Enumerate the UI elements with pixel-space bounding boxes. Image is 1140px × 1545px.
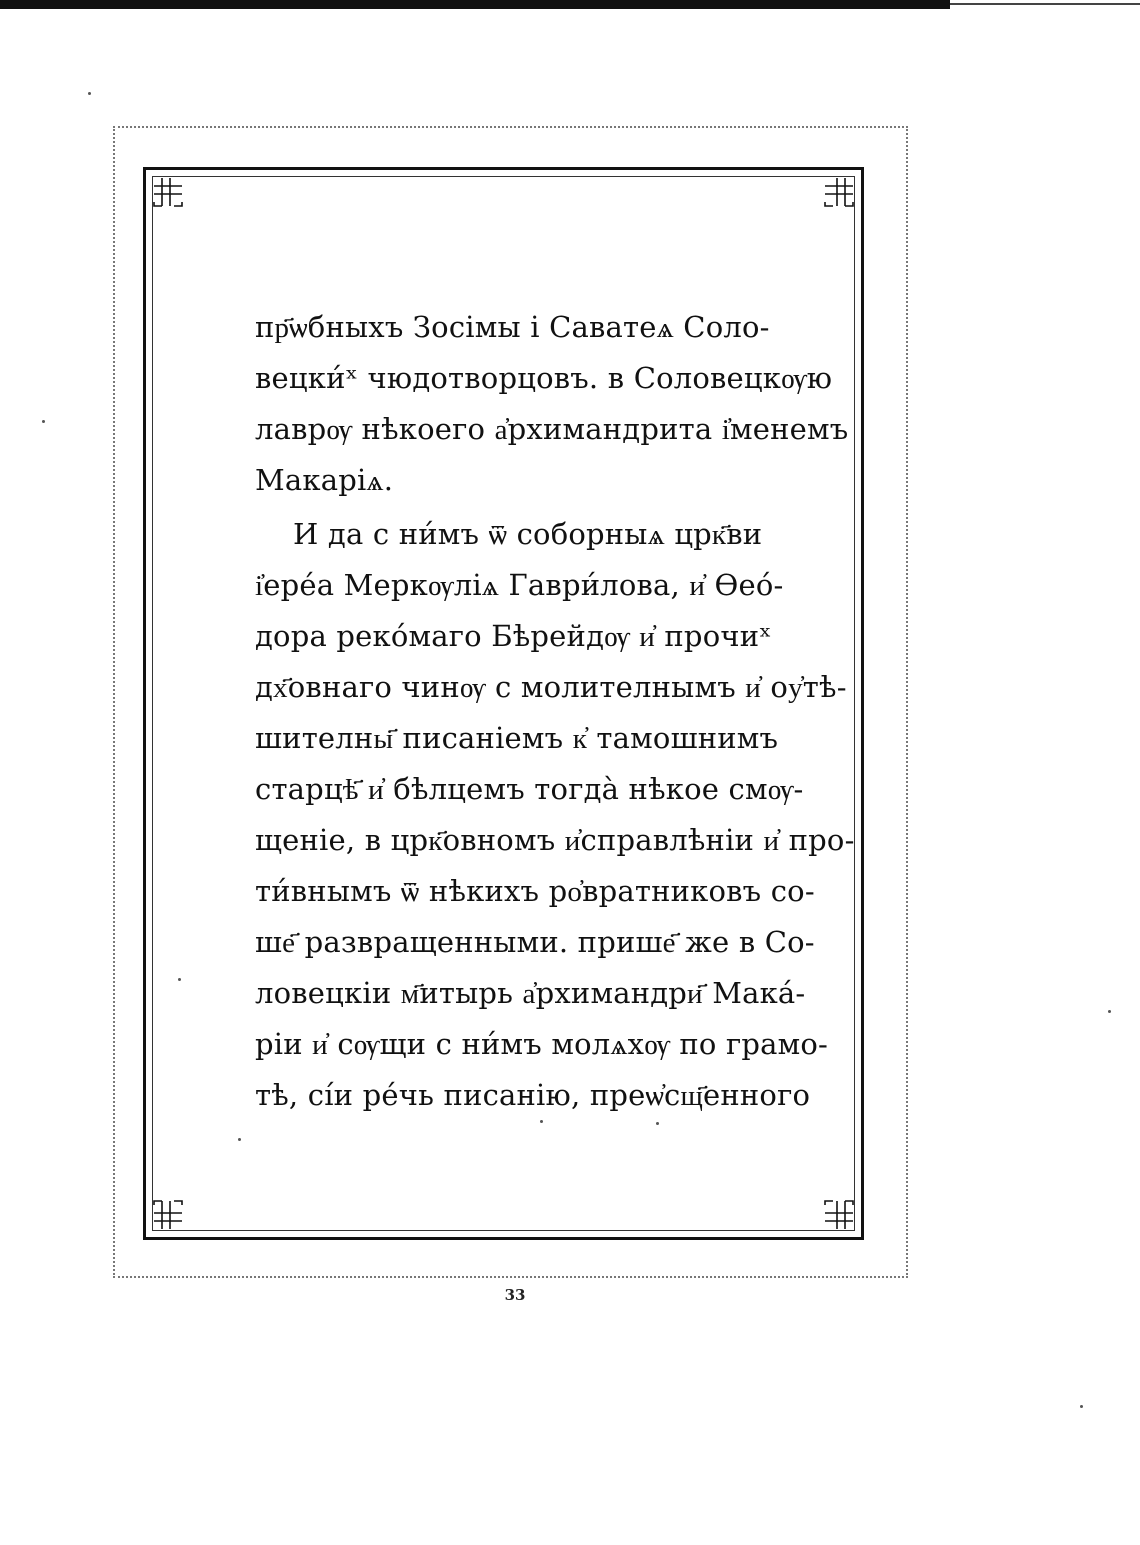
scan-speck (1108, 1010, 1111, 1013)
scan-speck (540, 1120, 543, 1123)
corner-ornament-icon (152, 176, 184, 208)
text-line: ріи и҆ сѹщи с ни́мъ молѧхѹ по грамо- (255, 1027, 829, 1061)
corner-ornament-icon (823, 1199, 855, 1231)
scan-edge-bar (0, 0, 950, 9)
text-line: дора рекóмаго Бѣрейдѹ и҆ прочиˣ (255, 619, 772, 653)
text-line: вецки́ˣ чюдотворцовъ. в Соловецкѹю (255, 361, 833, 395)
scan-speck (178, 978, 181, 981)
text-line: пр҃ѡбныхъ Зосімы і Саватеѧ Соло- (255, 310, 770, 344)
body-text (255, 302, 855, 1121)
text-line: ше҃ развращенными. прише҃ же в Со- (255, 925, 815, 959)
scan-speck (1080, 1405, 1083, 1408)
corner-ornament-icon (152, 1199, 184, 1231)
scan-speck (238, 1138, 241, 1141)
corner-ornament-icon (823, 176, 855, 208)
text-line: тѣ, сі́и рéчь писанію, преѡ҆сщ҃енного (255, 1078, 811, 1112)
scan-speck (656, 1122, 659, 1125)
text-line: шителны҃ писаніемъ к҆ тамошнимъ (255, 721, 779, 755)
paragraph (255, 509, 855, 1121)
text-line: лаврѹ нѣкоего а҆рхимандрита і҆менемъ (255, 412, 849, 446)
text-line: ти́внымъ ѿ нѣкихъ ро҆вратниковъ со- (255, 874, 815, 908)
page-number: 33 (504, 1286, 526, 1304)
text-line: дх҃овнаго чинѹ с молителнымъ и҆ оу҆тѣ- (255, 670, 847, 704)
scan-speck (88, 92, 91, 95)
paragraph (255, 302, 849, 506)
text-line: Макаріѧ. (255, 463, 394, 497)
text-line: і҆ерéа Меркѹліѧ Гаври́лова, и҆ Ѳеó- (255, 568, 784, 602)
scan-edge-line (950, 3, 1140, 5)
text-line: И да с ни́мъ ѿ соборныѧ црк҃ви (293, 517, 763, 551)
scan-speck (42, 420, 45, 423)
text-line: ловецкіи м҃итырь а҆рхимандри҃ Мака́- (255, 976, 806, 1010)
text-line: щеніе, в црк҃овномъ и҆справлѣніи и҆ про- (255, 823, 855, 857)
text-line: старцѣ҃ и҆ бѣлцемъ тогда̀ нѣкое смѹ- (255, 772, 804, 806)
